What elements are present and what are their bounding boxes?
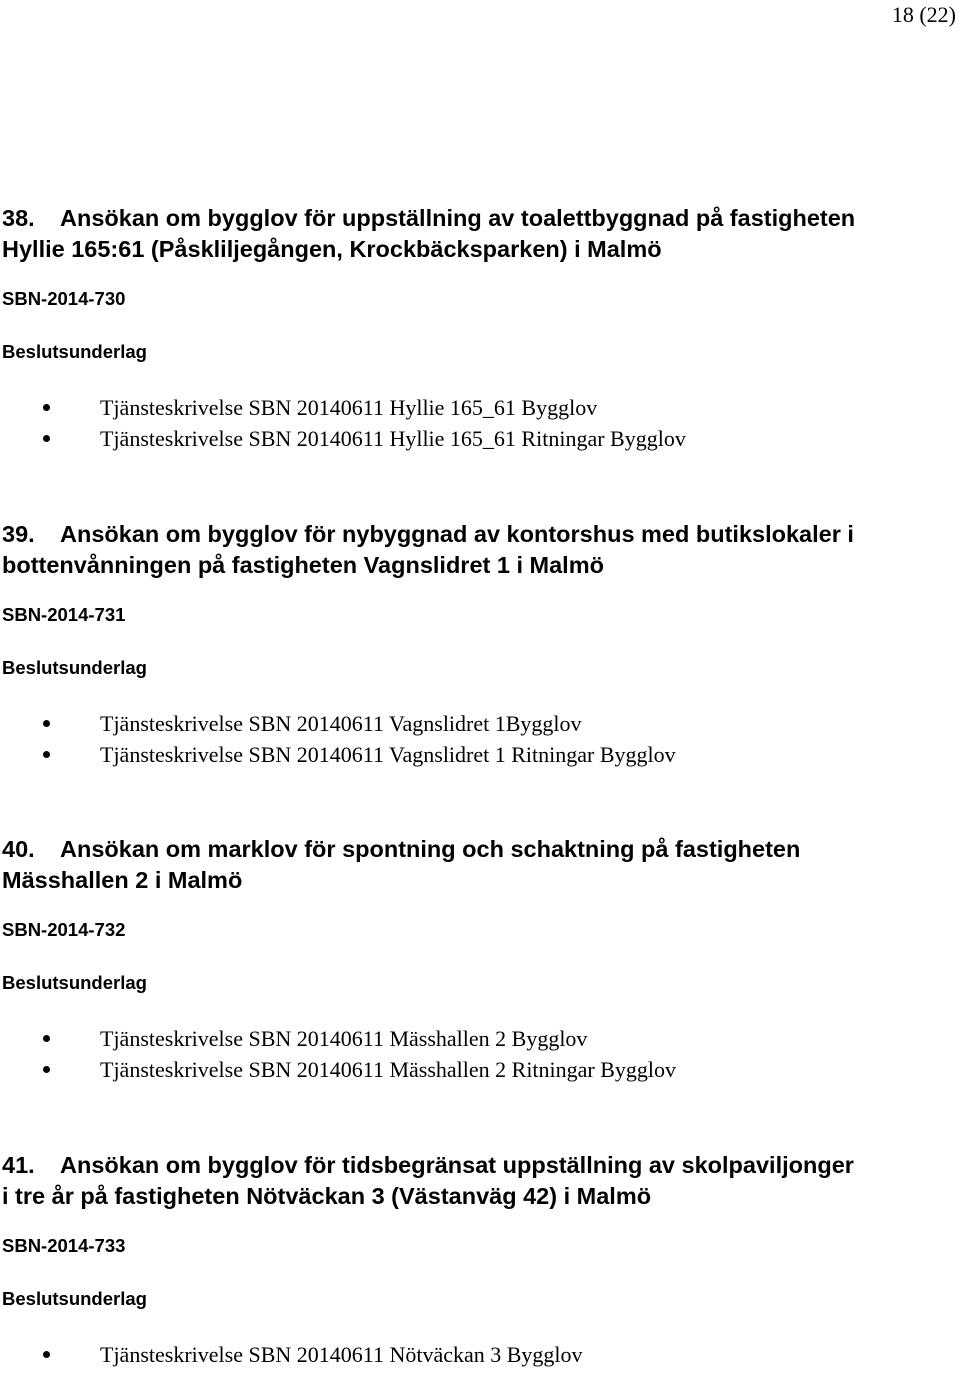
document-title: Tjänsteskrivelse SBN 20140611 Hyllie 165_61 Bygglov xyxy=(100,395,598,420)
bullet-icon xyxy=(43,404,50,411)
case-id: SBN-2014-730 xyxy=(2,288,126,309)
case-id: SBN-2014-731 xyxy=(2,604,126,625)
decision-basis-label: Beslutsunderlag xyxy=(2,1288,147,1309)
document-item xyxy=(2,423,957,454)
document-item xyxy=(2,1339,957,1370)
document-title: Tjänsteskrivelse SBN 20140611 Nötväckan 3 Bygglov xyxy=(100,1342,583,1367)
item-heading xyxy=(2,834,957,896)
item-title-line2: Mässhallen 2 i Malmö xyxy=(2,867,243,893)
document-list xyxy=(2,1339,957,1370)
item-heading xyxy=(2,519,957,581)
bullet-icon xyxy=(43,1035,50,1042)
item-heading xyxy=(2,1150,957,1212)
item-title-line1: Ansökan om bygglov för uppställning av toalettbyggnad på fastigheten xyxy=(60,205,856,231)
item-number: 39. xyxy=(2,521,35,547)
bullet-icon xyxy=(43,435,50,442)
document-list xyxy=(2,708,957,770)
agenda-item-41 xyxy=(2,1150,957,1370)
agenda-item-39 xyxy=(2,519,957,770)
item-title-line1: Ansökan om bygglov för nybyggnad av kontorshus med butikslokaler i xyxy=(60,521,854,547)
item-title-line2: bottenvånningen på fastigheten Vagnslidret 1 i Malmö xyxy=(2,552,604,578)
item-number: 41. xyxy=(2,1152,35,1178)
document-list xyxy=(2,1023,957,1085)
item-number: 40. xyxy=(2,836,35,862)
document-list xyxy=(2,392,957,454)
document-title: Tjänsteskrivelse SBN 20140611 Mässhallen 2 Bygglov xyxy=(100,1026,588,1051)
decision-basis-label: Beslutsunderlag xyxy=(2,341,147,362)
document-item xyxy=(2,739,957,770)
document-item xyxy=(2,1023,957,1054)
document-title: Tjänsteskrivelse SBN 20140611 Vagnslidret 1 Ritningar Bygglov xyxy=(100,742,676,767)
item-title-line2: i tre år på fastigheten Nötväckan 3 (Västanväg 42) i Malmö xyxy=(2,1183,652,1209)
decision-basis-label: Beslutsunderlag xyxy=(2,972,147,993)
item-heading xyxy=(2,203,957,265)
document-item xyxy=(2,708,957,739)
document-title: Tjänsteskrivelse SBN 20140611 Mässhallen 2 Ritningar Bygglov xyxy=(100,1057,677,1082)
agenda-item-40 xyxy=(2,834,957,1085)
bullet-icon xyxy=(43,1066,50,1073)
item-title-line1: Ansökan om bygglov för tidsbegränsat uppställning av skolpaviljonger xyxy=(60,1152,854,1178)
item-title-line1: Ansökan om marklov för spontning och schaktning på fastigheten xyxy=(60,836,801,862)
bullet-icon xyxy=(43,720,50,727)
document-item xyxy=(2,1054,957,1085)
item-title-line2: Hyllie 165:61 (Påskliljegången, Krockbäcksparken) i Malmö xyxy=(2,236,662,262)
document-item xyxy=(2,392,957,423)
case-id: SBN-2014-733 xyxy=(2,1235,126,1256)
document-title: Tjänsteskrivelse SBN 20140611 Hyllie 165_61 Ritningar Bygglov xyxy=(100,426,686,451)
case-id: SBN-2014-732 xyxy=(2,919,126,940)
document-title: Tjänsteskrivelse SBN 20140611 Vagnslidret 1Bygglov xyxy=(100,711,582,736)
bullet-icon xyxy=(43,751,50,758)
agenda-item-38 xyxy=(2,203,957,454)
page-number: 18 (22) xyxy=(891,2,956,27)
item-number: 38. xyxy=(2,205,35,231)
bullet-icon xyxy=(43,1351,50,1358)
decision-basis-label: Beslutsunderlag xyxy=(2,657,147,678)
